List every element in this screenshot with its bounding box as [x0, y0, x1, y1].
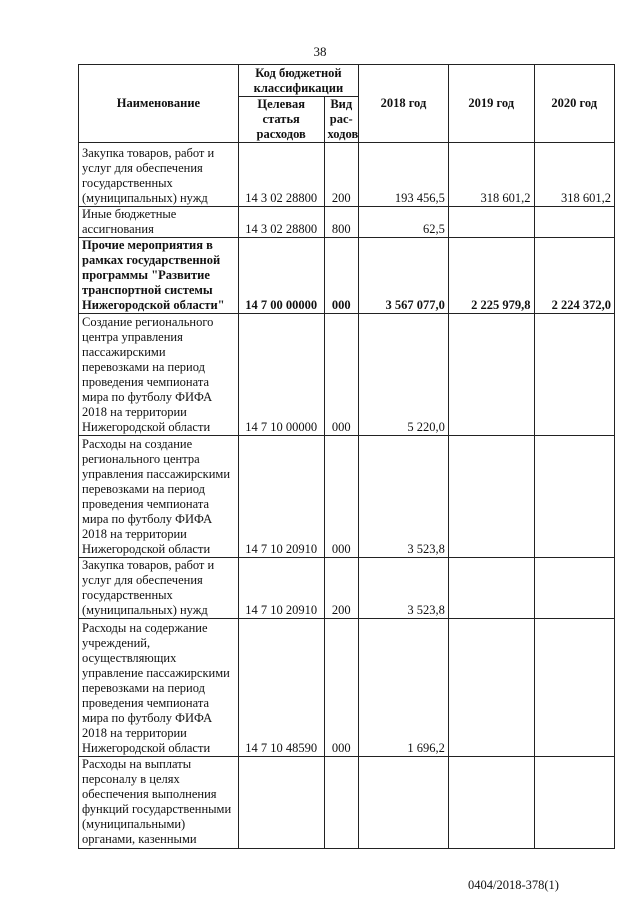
table-row	[79, 757, 615, 849]
row-value-2018: 3 523,8	[359, 436, 449, 558]
header-target-article: Целевая статья расходов	[238, 97, 324, 143]
row-value-2018: 5 220,0	[359, 314, 449, 436]
row-target-article: 14 7 10 20910	[238, 558, 324, 619]
row-value-2019	[448, 436, 534, 558]
row-name: Создание регионального центра управления пассажирскими перевозками на период проведения чемпионата мира по футболу ФИФА 2018 на территории Нижегородской области	[79, 314, 239, 436]
header-2018: 2018 год	[359, 65, 449, 143]
row-name: Расходы на содержание учреждений, осуществляющих управление пассажирскими перевозками на период проведения чемпионата мира по футболу ФИФА 2018 на территории Нижегородской области	[79, 619, 239, 757]
row-value-2019	[448, 314, 534, 436]
row-name: Закупка товаров, работ и услуг для обеспечения государственных (муниципальных) нужд	[79, 558, 239, 619]
row-value-2018: 3 523,8	[359, 558, 449, 619]
row-value-2019: 318 601,2	[448, 143, 534, 207]
row-target-article	[238, 757, 324, 849]
row-value-2018: 193 456,5	[359, 143, 449, 207]
row-expense-type: 000	[324, 314, 358, 436]
header-expense-type: Вид рас-ходов	[324, 97, 358, 143]
row-target-article: 14 7 10 00000	[238, 314, 324, 436]
row-expense-type: 000	[324, 436, 358, 558]
row-target-article: 14 7 10 20910	[238, 436, 324, 558]
row-value-2018: 62,5	[359, 207, 449, 238]
header-2020: 2020 год	[534, 65, 614, 143]
row-expense-type: 800	[324, 207, 358, 238]
table-row	[79, 207, 615, 238]
row-value-2019	[448, 757, 534, 849]
row-value-2020	[534, 314, 614, 436]
row-value-2020: 2 224 372,0	[534, 238, 614, 314]
table-row	[79, 143, 615, 207]
row-value-2018	[359, 757, 449, 849]
row-expense-type: 200	[324, 143, 358, 207]
table-row	[79, 558, 615, 619]
row-expense-type: 200	[324, 558, 358, 619]
row-value-2018: 1 696,2	[359, 619, 449, 757]
row-value-2020	[534, 207, 614, 238]
header-2019: 2019 год	[448, 65, 534, 143]
row-value-2020: 318 601,2	[534, 143, 614, 207]
row-name: Прочие мероприятия в рамках государственной программы "Развитие транспортной системы Нижегородской области"	[79, 238, 239, 314]
row-name: Расходы на создание регионального центра управления пассажирскими перевозками на период проведения чемпионата мира по футболу ФИФА 2018 на территории Нижегородской области	[79, 436, 239, 558]
row-value-2019: 2 225 979,8	[448, 238, 534, 314]
row-value-2020	[534, 619, 614, 757]
row-value-2019	[448, 558, 534, 619]
page-number: 38	[313, 44, 327, 59]
row-name: Расходы на выплаты персоналу в целях обеспечения выполнения функций государственными (муниципальными) органами, казенными	[79, 757, 239, 849]
header-classification: Код бюджетной классификации	[238, 65, 358, 97]
row-expense-type: 000	[324, 619, 358, 757]
table-row	[79, 238, 615, 314]
document-code: 0404/2018-378(1)	[468, 878, 559, 892]
row-name: Иные бюджетные ассигнования	[79, 207, 239, 238]
row-value-2019	[448, 207, 534, 238]
table-row	[79, 314, 615, 436]
row-target-article: 14 3 02 28800	[238, 143, 324, 207]
row-value-2018: 3 567 077,0	[359, 238, 449, 314]
row-target-article: 14 7 10 48590	[238, 619, 324, 757]
row-expense-type: 000	[324, 238, 358, 314]
table-row	[79, 619, 615, 757]
budget-table	[78, 64, 615, 849]
row-value-2019	[448, 619, 534, 757]
row-expense-type	[324, 757, 358, 849]
row-target-article: 14 7 00 00000	[238, 238, 324, 314]
row-target-article: 14 3 02 28800	[238, 207, 324, 238]
header-name: Наименование	[79, 65, 239, 143]
row-value-2020	[534, 757, 614, 849]
row-value-2020	[534, 436, 614, 558]
row-value-2020	[534, 558, 614, 619]
row-name: Закупка товаров, работ и услуг для обеспечения государственных (муниципальных) нужд	[79, 143, 239, 207]
table-row	[79, 436, 615, 558]
